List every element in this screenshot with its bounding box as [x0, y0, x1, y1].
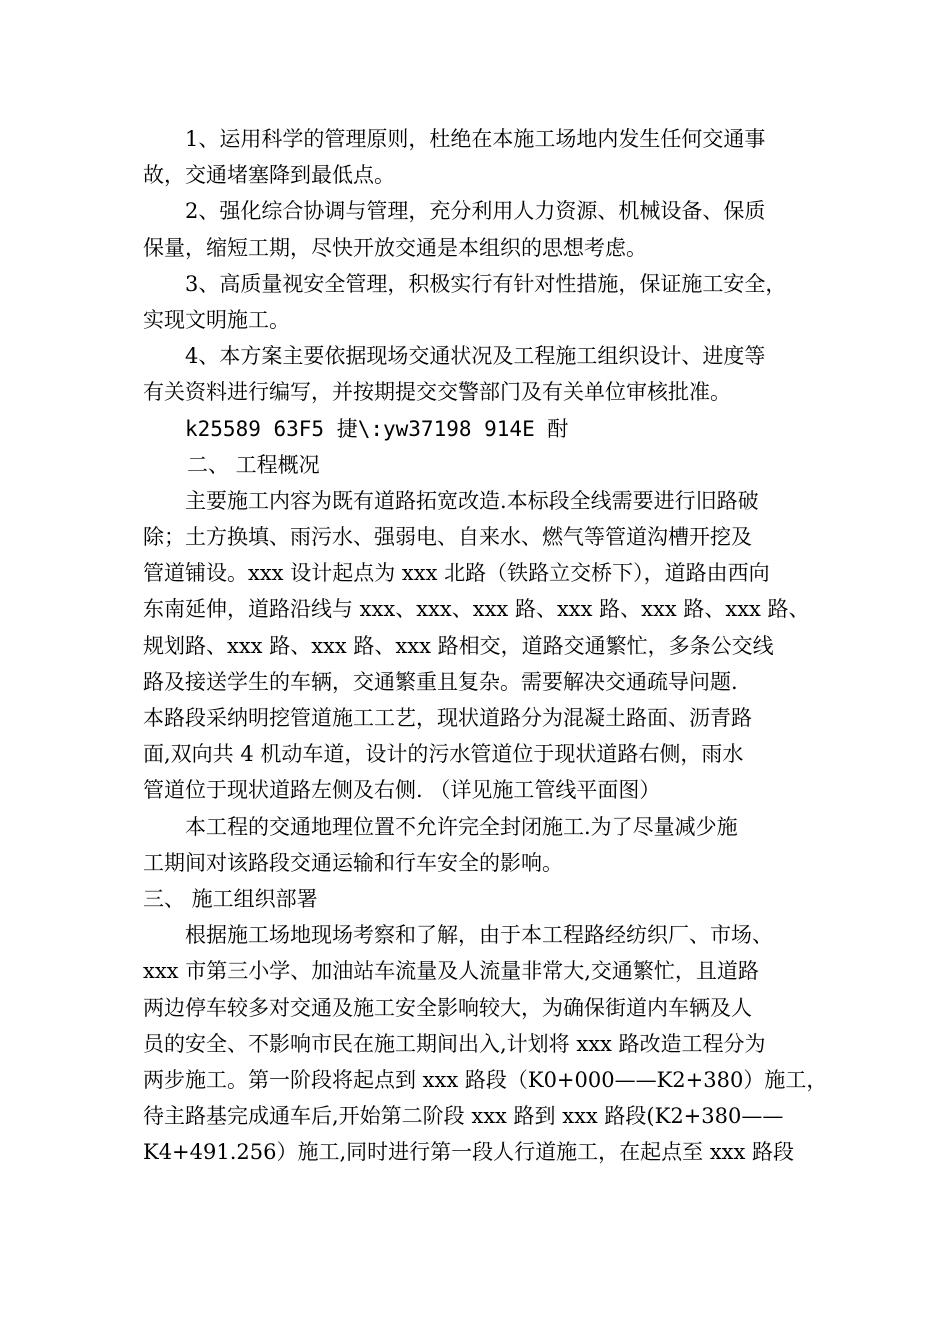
deployment-line-1: 根据施工场地现场考察和了解，由于本工程路经纺织厂、市场、: [185, 923, 773, 948]
deployment-line-2: xxx 市第三小学、加油站车流量及人流量非常大,交通繁忙，且道路: [143, 959, 759, 984]
deployment-line-3: 两边停车较多对交通及施工安全影响较大，为确保街道内车辆及人: [143, 995, 752, 1020]
paragraph-3-line-2: 实现文明施工。: [143, 307, 290, 332]
deployment-line-6: 待主路基完成通车后,开始第二阶段 xxx 路到 xxx 路段(K2+380——: [143, 1104, 784, 1129]
section-heading-3: 三、 施工组织部署: [143, 886, 318, 911]
overview-line-6: 路及接送学生的车辆，交通繁重且复杂。需要解决交通疏导问题.: [143, 669, 738, 694]
paragraph-4-line-2: 有关资料进行编写，并按期提交交警部门及有关单位审核批准。: [143, 380, 731, 405]
overview-line-5: 规划路、xxx 路、xxx 路、xxx 路相交，道路交通繁忙，多条公交线: [143, 633, 774, 658]
deployment-line-4: 员的安全、不影响市民在施工期间出入,计划将 xxx 路改造工程分为: [143, 1031, 766, 1056]
document-body: [143, 121, 828, 1170]
garbled-code-line: k25589 63F5 捷\:yw37198 914E 酎: [185, 416, 569, 441]
overview-line-4: 东南延伸，道路沿线与 xxx、xxx、xxx 路、xxx 路、xxx 路、xxx 路、: [143, 597, 810, 622]
paragraph-1-line-2: 故，交通堵塞降到最低点。: [143, 163, 395, 188]
overview-line-9: 管道位于现状道路左侧及右侧. （详见施工管线平面图）: [143, 778, 661, 803]
paragraph-1-line-1: 1、运用科学的管理原则，杜绝在本施工场地内发生任何交通事: [185, 127, 766, 151]
overview-line-8: 面,双向共 4 机动车道，设计的污水管道位于现状道路右侧，雨水: [143, 742, 744, 767]
section-heading-2: 二、 工程概况: [187, 452, 320, 477]
paragraph-2-line-1: 2、强化综合协调与管理，充分利用人力资源、机械设备、保质: [185, 199, 766, 224]
overview-line-10: 本工程的交通地理位置不允许完全封闭施工.为了尽量减少施: [185, 814, 738, 839]
deployment-line-7: K4+491.256）施工,同时进行第一段人行道施工，在起点至 xxx 路段: [143, 1140, 795, 1165]
paragraph-2-line-2: 保量，缩短工期，尽快开放交通是本组织的思想考虑。: [143, 235, 647, 260]
overview-line-3: 管道铺设。xxx 设计起点为 xxx 北路（铁路立交桥下），道路由西向: [143, 561, 770, 586]
overview-line-7: 本路段采纳明挖管道施工工艺，现状道路分为混凝土路面、沥青路: [143, 706, 752, 730]
deployment-line-5: 两步施工。第一阶段将起点到 xxx 路段（K0+000——K2+380）施工，: [143, 1067, 828, 1092]
overview-line-11: 工期间对该路段交通运输和行车安全的影响。: [143, 850, 563, 875]
overview-line-1: 主要施工内容为既有道路拓宽改造.本标段全线需要进行旧路破: [185, 488, 759, 513]
overview-line-2: 除；土方换填、雨污水、强弱电、自来水、燃气等管道沟槽开挖及: [143, 525, 752, 550]
paragraph-4-line-1: 4、本方案主要依据现场交通状况及工程施工组织设计、进度等: [185, 344, 766, 369]
paragraph-3-line-1: 3、高质量视安全管理，积极实行有针对性措施，保证施工安全，: [185, 271, 787, 296]
